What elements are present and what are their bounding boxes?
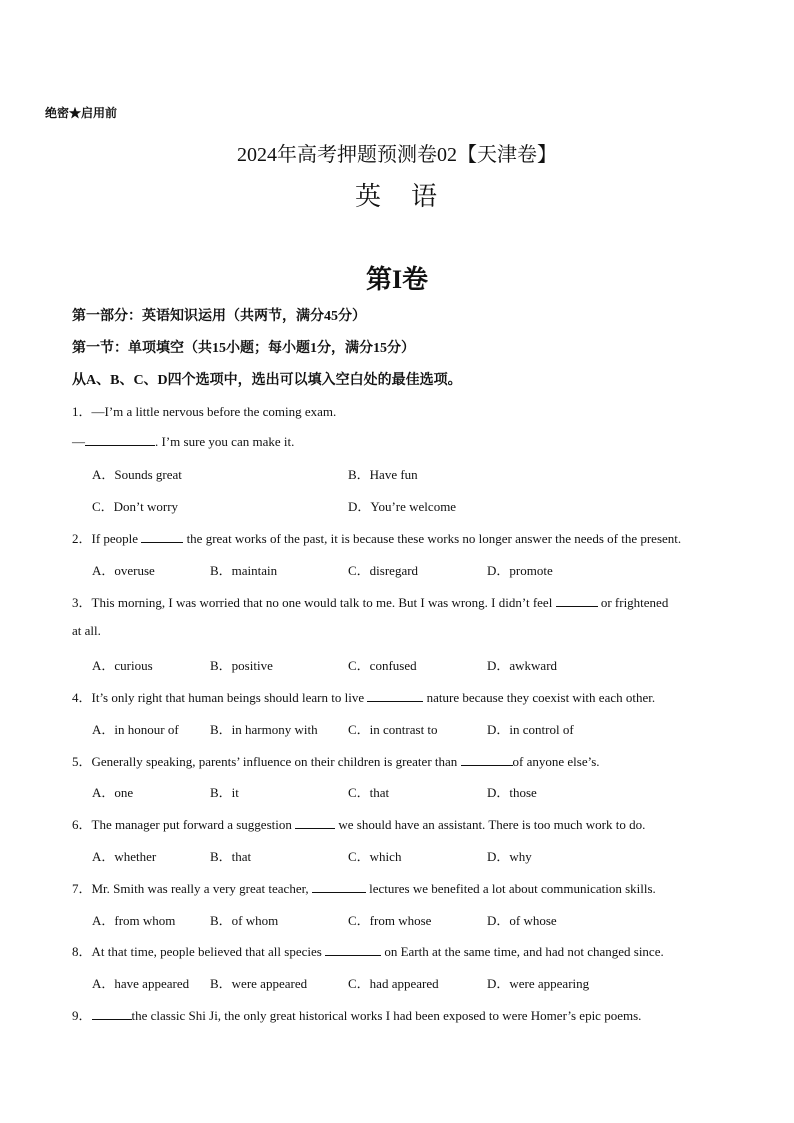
option-b: B．it <box>210 785 239 800</box>
question-2-suffix: the great works of the past, it is because these works no longer answer the needs of the present. <box>183 531 682 546</box>
section-heading: 第一节：单项填空（共15小题；每小题1分，满分15分） <box>72 341 415 356</box>
answer-blank <box>367 689 423 702</box>
option-c: C．in contrast to <box>348 722 438 737</box>
exam-title: 2024年高考押题预测卷02【天津卷】 <box>237 144 557 166</box>
option-d: D．of whose <box>487 913 557 928</box>
question-4-suffix: nature because they coexist with each other. <box>423 690 656 705</box>
question-9-prefix: 9． <box>72 1008 92 1023</box>
option-c: C．that <box>348 785 390 800</box>
volume-title: 第I卷 <box>365 265 429 294</box>
option-d: D．promote <box>487 563 553 578</box>
answer-blank <box>92 1007 132 1020</box>
question-6-stem <box>72 814 732 833</box>
option-d: D．those <box>487 785 537 800</box>
question-8-prefix: 8．At that time, people believed that all species <box>72 944 326 959</box>
question-4-stem <box>72 687 732 706</box>
question-2-options <box>92 560 732 580</box>
question-1-reply-prefix: — <box>72 434 85 449</box>
question-3-continuation: at all. <box>72 623 101 638</box>
option-c: C．which <box>348 849 402 864</box>
option-a: A．in honour of <box>92 722 179 737</box>
option-b: B．positive <box>210 658 273 673</box>
option-c: C．had appeared <box>348 976 439 991</box>
question-3-options <box>92 655 732 675</box>
question-2-prefix: 2．If people <box>72 531 142 546</box>
answer-blank <box>325 943 381 956</box>
option-a: A．Sounds great <box>92 467 182 482</box>
option-a: A．whether <box>92 849 157 864</box>
option-d: D．why <box>487 849 532 864</box>
answer-blank <box>141 530 183 543</box>
option-b: B．of whom <box>210 913 279 928</box>
option-d: D．You’re welcome <box>348 499 457 514</box>
confidential-label: 绝密★启用前 <box>45 106 118 120</box>
answer-blank <box>312 880 366 893</box>
question-3-prefix: 3．This morning, I was worried that no one would talk to me. But I was wrong. I didn’t feel <box>72 595 556 610</box>
option-b: B．that <box>210 849 252 864</box>
option-a: A．have appeared <box>92 976 190 991</box>
option-c: C．Don’t worry <box>92 499 179 514</box>
option-c: C．from whose <box>348 913 432 928</box>
option-a: A．one <box>92 785 134 800</box>
option-c: C．confused <box>348 658 417 673</box>
option-b: B．were appeared <box>210 976 308 991</box>
part-heading: 第一部分：英语知识运用（共两节，满分45分） <box>72 309 366 324</box>
option-b: B．in harmony with <box>210 722 318 737</box>
question-4-options <box>92 719 732 739</box>
option-b: B．Have fun <box>348 467 418 482</box>
answer-blank <box>461 753 513 766</box>
question-3-suffix: or frightened <box>597 595 669 610</box>
question-8-options <box>92 973 732 993</box>
answer-blank <box>295 816 335 829</box>
question-9-stem <box>72 1005 732 1024</box>
question-7-options <box>92 910 732 930</box>
question-9-suffix: the classic Shi Ji, the only great historical works I had been exposed to were Homer’s epic poems. <box>131 1008 642 1023</box>
option-d: D．awkward <box>487 658 558 673</box>
option-a: A．from whom <box>92 913 176 928</box>
question-6-options <box>92 846 732 866</box>
question-1-reply-suffix: . I’m sure you can make it. <box>155 434 295 449</box>
question-1-reply <box>72 433 732 450</box>
question-1-options-row-2 <box>92 496 732 516</box>
question-2-stem <box>72 528 732 547</box>
question-5-options <box>92 782 732 802</box>
question-5-stem <box>72 751 732 770</box>
question-1-stem: 1．—I’m a little nervous before the coming exam. <box>72 404 337 419</box>
question-7-suffix: lectures we benefited a lot about communication skills. <box>365 881 656 896</box>
option-d: D．were appearing <box>487 976 590 991</box>
option-d: D．in control of <box>487 722 574 737</box>
question-4-prefix: 4．It’s only right that human beings should learn to live <box>72 690 368 705</box>
direction-text: 从A、B、C、D四个选项中，选出可以填入空白处的最佳选项。 <box>72 373 462 388</box>
answer-blank <box>85 433 155 446</box>
answer-blank <box>556 594 598 607</box>
option-a: A．overuse <box>92 563 155 578</box>
subject-title: 英 语 <box>354 182 439 211</box>
question-8-suffix: on Earth at the same time, and had not changed since. <box>381 944 664 959</box>
question-5-prefix: 5．Generally speaking, parents’ influence on their children is greater than <box>72 754 461 769</box>
question-1-options-row-1 <box>92 464 732 484</box>
option-c: C．disregard <box>348 563 419 578</box>
question-3-stem <box>72 592 732 611</box>
question-5-suffix: of anyone else’s. <box>512 754 600 769</box>
question-8-stem <box>72 941 732 960</box>
question-7-prefix: 7．Mr. Smith was really a very great teacher, <box>72 881 312 896</box>
question-7-stem <box>72 878 732 897</box>
option-b: B．maintain <box>210 563 278 578</box>
question-6-prefix: 6．The manager put forward a suggestion <box>72 817 296 832</box>
question-6-suffix: we should have an assistant. There is too much work to do. <box>335 817 646 832</box>
option-a: A．curious <box>92 658 153 673</box>
